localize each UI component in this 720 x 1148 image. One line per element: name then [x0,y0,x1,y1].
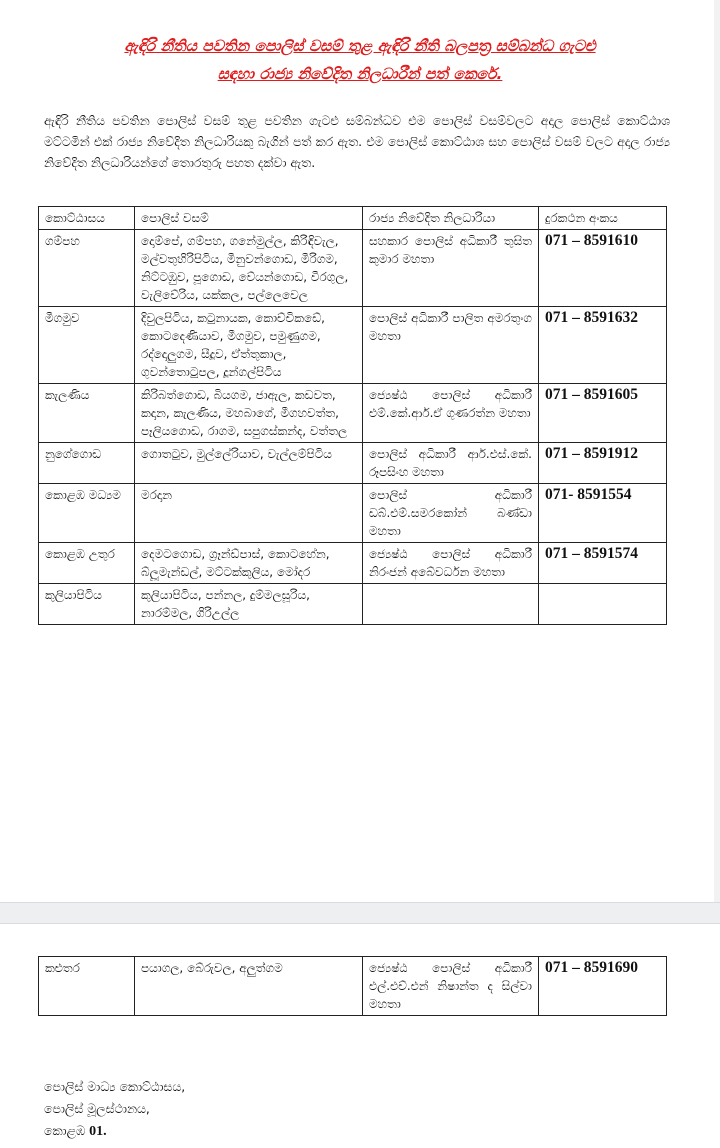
footer-line-3 [44,1120,185,1143]
officer-cell: ජ්‍යෙෂ්ඨ පොලිස් අධිකාරී එම්.කේ.ආර්.ඒ ගුණරත්න මහතා [363,384,539,443]
phone-cell: 071 – 8591610 [539,230,667,307]
areas-cell: පයාගල, බේරුවල, අලුත්ගම [135,957,363,1016]
division-cell: කොළඹ උතුර [39,543,135,584]
header-police-areas: පොලිස් වසම් [135,207,363,230]
officer-cell: පොලිස් අධිකාරී පාලිත අමරතුංග මහතා [363,307,539,384]
officer-cell: ජ්‍යෙෂ්ඨ පොලිස් අධිකාරී එල්.එච්.එන් නිෂාන්ත ද සිල්වා මහතා [363,957,539,1016]
division-cell: කුලියාපිටිය [39,584,135,625]
title-line-1: ඇඳිරි නීතිය පවතින පොලිස් වසම් තුළ ඇඳිරි නීති බලපත්‍ර සම්බන්ධ ගැටළු [124,37,596,55]
table-row [39,443,667,484]
table-row [39,307,667,384]
phone-cell: 071 – 8591574 [539,543,667,584]
areas-cell: ගොතටුව, මුල්ලේරියාව, වැල්ලම්පිටිය [135,443,363,484]
table-row [39,484,667,543]
table-header-row [39,207,667,230]
phone-cell: 071 – 8591690 [539,957,667,1016]
officer-cell [363,584,539,625]
division-cell: නුගේගොඩ [39,443,135,484]
title-line-2: සඳහා රාජ්‍ය නිවේදිත නිලධාරීන් පත් කෙරේ. [217,65,503,83]
phone-cell: 071 – 8591912 [539,443,667,484]
areas-cell: මරදාන [135,484,363,543]
footer-city: කොළඹ [44,1123,86,1138]
officer-cell: පොලිස් අධිකාරී ඩබ්.එම්.සමරකෝන් බණ්ඩා මහතා [363,484,539,543]
page-separator [0,902,720,924]
document-title [40,32,680,88]
division-cell: ගම්පහ [39,230,135,307]
division-cell: කළුතර [39,957,135,1016]
division-cell: කැලණිය [39,384,135,443]
header-officer: රාජ්‍ය නිවේදිත නිලධාරියා [363,207,539,230]
footer-postcode: 01. [89,1124,107,1139]
officer-cell: ජ්‍යෙෂ්ඨ පොලිස් අධිකාරී නිරංජන් අබේවර්ධන මහතා [363,543,539,584]
phone-cell [539,584,667,625]
areas-cell: කිරිබත්ගොඩ, බියගම, ජාඇල, කඩවත, කදාන, කැලණිය, මහබාගේ, මීගහවත්ත, පෑලියගොඩ, රාගම, සපුගස්කන්ද, වත්තල [135,384,363,443]
footer-line-2: පොලිස් මූලස්ථානය, [44,1101,150,1116]
table-row [39,230,667,307]
table-row [39,543,667,584]
footer-line-1: පොලිස් මාධ්‍ය කොට්ඨාසය, [44,1079,186,1094]
phone-cell: 071 – 8591605 [539,384,667,443]
phone-cell: 071- 8591554 [539,484,667,543]
table-row [39,584,667,625]
header-phone: දුරකථන අංකය [539,207,667,230]
areas-cell: කුලියාපිටිය, පන්නල, දුම්මලසූරිය, නාරම්මල, ගිරිඋල්ල [135,584,363,625]
footer-signature [44,1076,185,1143]
page-shadow-edge [714,0,720,902]
header-division: කොට්ඨාසය [39,207,135,230]
division-cell: මීගමුව [39,307,135,384]
division-cell: කොළඹ මධ්‍යම [39,484,135,543]
table-row [39,384,667,443]
officer-cell: පොලිස් අධිකාරී ආර්.එස්.කේ. රූපසිංහ මහතා [363,443,539,484]
intro-paragraph: ඇඳිරි නීතිය පවතින පොලිස් වසම් තුළ පවතින ගැටළු සම්බන්ධව එම පොලිස් වසම්වලට අදාල පොලිස් කොට්ඨාශ මට්ටමින් එක් රාජ්‍ය නිවේදිත නිලධාරියකු බැගින් පත් කර ඇත. එම පොලිස් කොට්ඨාශ සහ පොලිස් වසම් වලට අදාල රාජ්‍ය නිවේදිත නිලධාරියන්ගේ තොරතුරු පහත දක්වා ඇත. [44,113,670,170]
officer-table-continued [38,956,667,1016]
areas-cell: දෙමටගොඩ, ග්‍රෑන්ඩ්පාස්, කොටහේන, බ්ලූමැන්ඩල්, මට්ටක්කුලිය, මෝදර [135,543,363,584]
areas-cell: දොම්පේ, ගම්පහ, ගනේමුල්ල, කිරිඳිවැල, මල්වතුහිරිපිටිය, මීනුවන්ගොඩ, මීරිගම, නිට්ටඹුව, පූගොඩ, වේයන්ගොඩ, වීරගුල, වැලිවේරිය, යක්කල, පල්ලෙවෙල [135,230,363,307]
officer-cell: සහකාර පොලිස් අධිකාරී තුසිත කුමාර මහතා [363,230,539,307]
phone-cell: 071 – 8591632 [539,307,667,384]
officer-table [38,206,667,625]
table-row [39,957,667,1016]
areas-cell: දිවුලපිටිය, කටුනායක, කොච්චිකඩේ, කොටදෙණියාව, මීගමුව, පමුණුගම, රද්දොලුගම, සීදූව, ඒත්තුකාල, ගුවන්තොටුපල, දූන්ගල්පිටිය [135,307,363,384]
